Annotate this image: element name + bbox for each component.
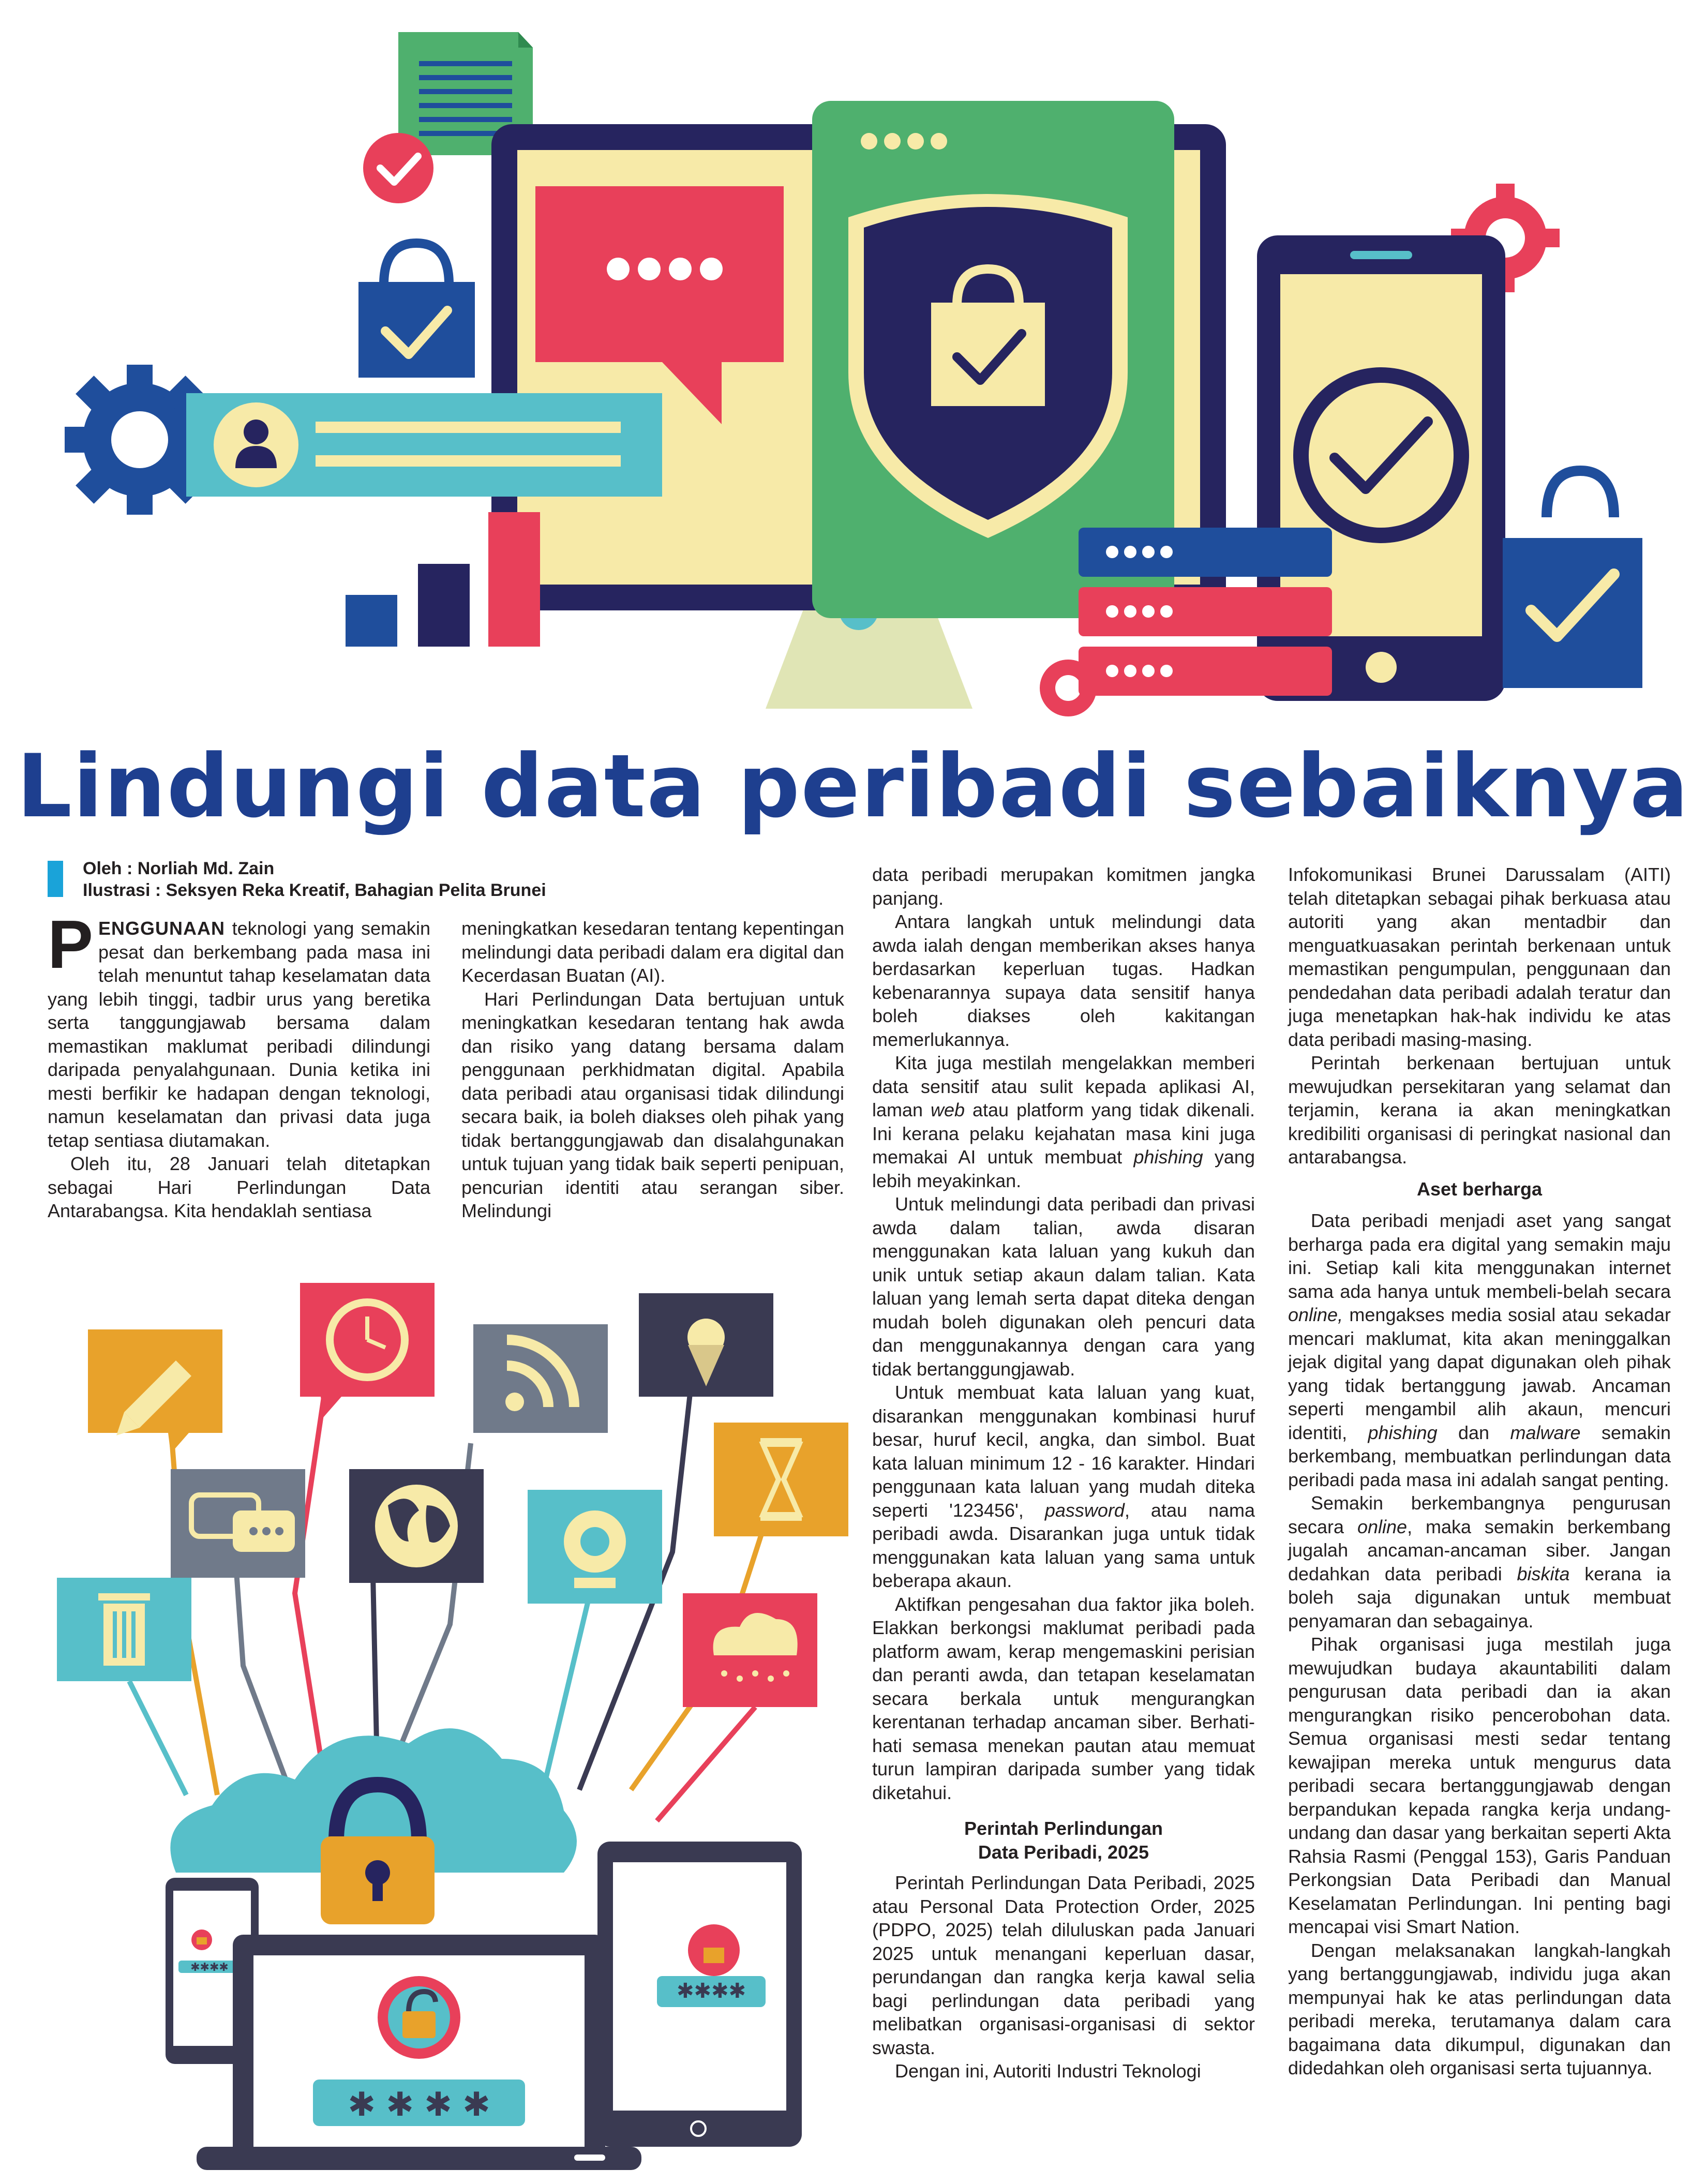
- paragraph: Dengan melaksanakan langkah-langkah yang bertanggungjawab, individu juga akan mempunyai hak ke atas perlindungan data peribadi mereka, terutamanya dalam cara bagaimana data dikumpul, digunakan dan didedahkan oleh organisasi serta tujuannya.: [1288, 1939, 1671, 2078]
- paragraph-text: teknologi yang semakin pesat dan berkembang pada masa ini telah menuntut tahap keselamatan data yang lebih tinggi, tadbir urus yang beretika serta tanggungjawab bersama dalam memastikan maklumat peribadi dilindungi daripada penyalahgunaan. Dunia ketika ini mesti berfikir ke hadapan dengan teknologi, namun keselamatan dan privasi data juga tetap sentiasa diutamakan.: [48, 918, 430, 1151]
- text: semakin berkembang, membuatkan perlindungan data peribadi pada masa ini adalah sangat penting.: [1288, 1422, 1671, 1490]
- rain-cloud-icon: [683, 1593, 817, 1707]
- italic-text: online: [1357, 1516, 1408, 1537]
- paragraph: [48, 906, 430, 1152]
- trash-icon: [57, 1578, 191, 1681]
- shopping-bag-icon: [358, 243, 475, 378]
- italic-text: password: [1044, 1499, 1125, 1521]
- paragraph: Perintah Perlindungan Data Peribadi, 2025 atau Personal Data Protection Order, 2025 (PDPO, 2025) telah diluluskan pada Januari 2025 untuk menangani keperluan dasar, perundangan dan rangka kerja kawal selia bagi perlindungan data peribadi yang melibatkan organisasi-organisasi di sektor swasta.: [872, 1872, 1255, 2058]
- ice-cream-icon: [639, 1293, 773, 1397]
- lead-word: ENGGUNAAN: [98, 918, 226, 939]
- paragraph: Aktifkan pengesahan dua faktor jika boleh. Elakkan berkongsi maklumat peribadi pada platform awam, kerap mengemaskini perisian dan peranti awda, dan tetapan keselamatan secara berkala untuk mengurangkan kerentanan terhadap ancaman siber. Berhati-hati semasa menekan pautan atau memuat turun lampiran daripada sumber yang tidak diketahui.: [872, 1593, 1255, 1803]
- article-column-4: [1288, 863, 1671, 2080]
- subheading: [872, 1817, 1255, 1864]
- paragraph: Untuk melindungi data peribadi dan privasi awda dalam talian, awda disaran menggunakan kata laluan yang kukuh dan unik untuk setiap akaun dalam talian. Kata laluan yang lemah serta dapat diteka dengan mudah boleh digunakan oleh pencuri data dan menggunakannya dengan cara yang tidak bertanggungjawab.: [872, 1193, 1255, 1380]
- paragraph: Pihak organisasi juga mestilah juga mewujudkan budaya akauntabiliti dalam pengurusan data peribadi dan ia akan mengurangkan risiko pencerobohan data. Semua organisasi mesti sedar tentang kewajipan mereka untuk mengurus data peribadi secara bertanggungjawab dengan berpandukan kepada rangka kerja undang-undang dan dasar yang berkaitan seperti Akta Rahsia Rasmi (Penggal 153), Garis Panduan Perkongsian Data Peribadi dan Manual Keselamatan Perlindungan. Ini penting bagi mencapai visi Smart Nation.: [1288, 1634, 1671, 1937]
- text: Data peribadi menjadi aset yang sangat berharga pada era digital yang semakin maju ini. Setiap kali kita menggunakan internet sama ada hanya untuk membeli-belah secara: [1288, 1210, 1671, 1302]
- text: dan: [1437, 1422, 1510, 1443]
- paragraph: meningkatkan kesedaran tentang kepentingan melindungi data peribadi dalam era digital dan Kecerdasan Buatan (AI).: [461, 918, 844, 986]
- paragraph: Hari Perlindungan Data bertujuan untuk meningkatkan kesedaran tentang hak awda dan risiko yang datang bersama dalam penggunaan perkhidmatan digital. Apabila data peribadi atau organisasi tidak dilindungi secara baik, ia boleh diakses oleh pihak yang tidak bertanggungjawab dan disalahgunakan untuk tujuan yang tidak baik seperti penipuan, pencurian identiti atau serangan siber. Melindungi: [461, 988, 844, 1221]
- text: , atau nama peribadi awda. Disarankan juga untuk tidak menggunakan kata laluan yang sama untuk beberapa akaun.: [872, 1499, 1255, 1591]
- pencil-icon: [88, 1329, 222, 1454]
- subheading: Aset berharga: [1416, 1178, 1543, 1200]
- tablet-icon: [597, 1842, 802, 2147]
- password-mask-large: ✱ ✱ ✱ ✱: [348, 2086, 490, 2124]
- shopping-bag-icon: [1503, 471, 1642, 688]
- hero-illustration: [0, 0, 1706, 740]
- subheading-line: Perintah Perlindungan: [964, 1818, 1163, 1839]
- rss-icon: [473, 1324, 608, 1433]
- text: atau platform yang tidak dikenali. Ini kerana pelaku kejahatan masa kini juga memakai AI untuk membuat: [872, 1099, 1255, 1168]
- article-column-2: [461, 917, 844, 1223]
- article-column-1: [48, 906, 430, 1223]
- globe-icon: [349, 1469, 484, 1583]
- text: Semakin berkembangnya pengurusan secara: [1288, 1492, 1671, 1537]
- italic-text: phishing: [1368, 1422, 1438, 1443]
- chat-icon: [171, 1469, 305, 1578]
- clock-icon: [300, 1283, 435, 1417]
- paragraph: [872, 1051, 1255, 1192]
- laptop-icon: [197, 1935, 641, 2170]
- text: Untuk membuat kata laluan yang kuat, disarankan menggunakan kombinasi huruf besar, huruf kecil, angka, dan simbol. Buat kata laluan minimum 12 - 16 karakter. Hindari penggunaan kata laluan yang mudah diteka seperti '123456',: [872, 1382, 1255, 1521]
- italic-text: biskita: [1517, 1563, 1570, 1584]
- checkmark-icon: [363, 133, 433, 203]
- italic-text: malware: [1510, 1422, 1581, 1443]
- paragraph: Dengan ini, Autoriti Industri Teknologi: [895, 2060, 1201, 2082]
- byline-author: Oleh : Norliah Md. Zain: [83, 859, 275, 878]
- byline-illustrator: Ilustrasi : Seksyen Reka Kreatif, Bahagian Pelita Brunei: [83, 880, 546, 900]
- text: kerana ia boleh saja digunakan untuk membuat penyamaran dan sebagainya.: [1288, 1563, 1671, 1632]
- italic-text: online,: [1288, 1304, 1343, 1325]
- paragraph: Antara langkah untuk melindungi data awda ialah dengan memberikan akses hanya berdasarkan keperluan tugas. Hadkan kebenarannya supaya data sensitif hanya boleh diakses oleh kakitangan memerlukannya.: [872, 911, 1255, 1050]
- italic-text: phishing: [1133, 1146, 1203, 1168]
- text: Kita juga mestilah mengelakkan memberi data sensitif atau sulit kepada aplikasi AI, laman: [872, 1052, 1255, 1120]
- hourglass-icon: [714, 1423, 848, 1536]
- drop-cap: P: [48, 906, 94, 982]
- paragraph: [1288, 1491, 1671, 1633]
- user-profile-bar: [186, 393, 662, 497]
- text: mengakses media sosial atau sekadar mencari maklumat, kita akan meninggalkan jejak digital yang dapat digunakan oleh pihak yang tidak bertanggung jawab. Ancaman seperti mengambil alih akaun, mencuri identiti,: [1288, 1304, 1671, 1443]
- paragraph: Perintah berkenaan bertujuan untuk mewujudkan persekitaran yang selamat dan terjamin, kerana ia akan meningkatkan kredibiliti organisasi di peringkat nasional dan antarabangsa.: [1288, 1052, 1671, 1168]
- password-mask-small: ✱✱✱✱: [190, 1961, 229, 1974]
- server-icon: [1079, 528, 1332, 696]
- text: yang lebih meyakinkan.: [872, 1146, 1255, 1191]
- paragraph: [1288, 1209, 1671, 1491]
- paragraph: [872, 1381, 1255, 1593]
- password-mask-small: ✱✱✱✱: [676, 1979, 746, 2003]
- headline: Lindungi data peribadi sebaiknya: [17, 736, 1689, 837]
- article-column-3: [872, 863, 1255, 2083]
- paragraph: Oleh itu, 28 Januari telah ditetapkan sebagai Hari Perlindungan Data Antarabangsa. Kita hendaklah sentiasa: [48, 1153, 430, 1221]
- cloud-security-illustration: [47, 1262, 854, 2173]
- paragraph: data peribadi merupakan komitmen jangka panjang.: [872, 864, 1255, 909]
- byline: [48, 858, 875, 901]
- italic-text: web: [930, 1099, 965, 1120]
- text: , maka semakin berkembang jugalah ancaman-ancaman siber. Jangan dedahkan data peribadi: [1288, 1516, 1671, 1584]
- byline-accent-bar: [48, 861, 63, 897]
- paragraph: Infokomunikasi Brunei Darussalam (AITI) telah ditetapkan sebagai pihak berkuasa atau autoriti yang akan mentadbir dan menguatkuasakan perintah berkenaan untuk memastikan pengumpulan, penggunaan dan pendedahan data peribadi adalah teratur dan juga menetapkan hak-hak individu ke atas data peribadi masing-masing.: [1288, 864, 1671, 1050]
- webcam-icon: [528, 1490, 662, 1604]
- subheading-line: Data Peribadi, 2025: [978, 1841, 1149, 1863]
- bar-blocks-icon: [346, 512, 540, 647]
